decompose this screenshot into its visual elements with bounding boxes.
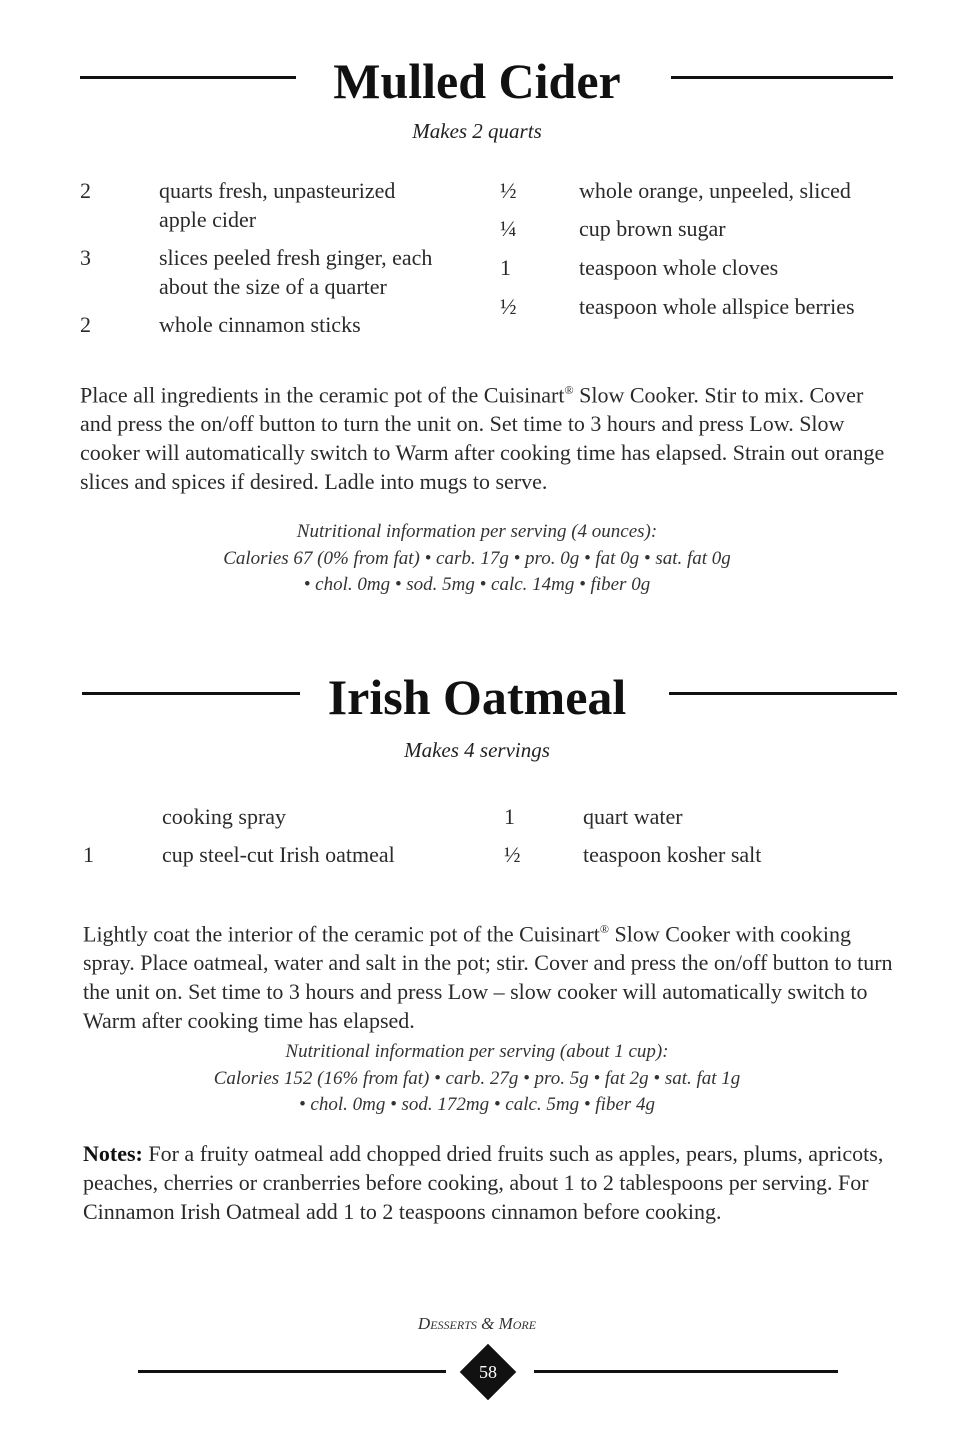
nutrition-line: Calories 152 (16% from fat) • carb. 27g • pro. 5g • fat 2g • sat. fat 1g [213, 1067, 741, 1089]
ingredient-item [500, 214, 900, 243]
ingredient-qty: 2 [80, 178, 91, 203]
ingredient-text-line: apple cider [159, 207, 257, 232]
ingredient-text: whole orange, unpeeled, sliced [579, 178, 851, 203]
ingredient-qty: ½ [500, 178, 517, 203]
nutrition-line: Nutritional information per serving (4 ounces): [296, 521, 658, 542]
registered-mark: ® [564, 383, 574, 397]
nutrition-info [0, 1039, 954, 1119]
ingredient-item [80, 310, 480, 339]
ingredient-qty: ½ [500, 294, 517, 319]
nutrition-line: Calories 67 (0% from fat) • carb. 17g • pro. 0g • fat 0g • sat. fat 0g [223, 547, 731, 569]
recipe-directions [80, 376, 892, 496]
ingredient-qty: 1 [83, 842, 94, 867]
registered-mark: ® [599, 922, 609, 936]
ingredient-text-line: about the size of a quarter [159, 274, 387, 299]
ingredient-qty: 3 [80, 245, 91, 270]
footer-rule-right [534, 1370, 838, 1373]
ingredient-text: cooking spray [162, 804, 287, 829]
recipe-title: Mulled Cider [333, 53, 621, 109]
ingredient-qty: 2 [80, 312, 91, 337]
ingredient-qty: ¼ [500, 216, 517, 241]
directions-part: Lightly coat the interior of the ceramic pot of the Cuisinart [83, 921, 600, 947]
section-label: Desserts & More [417, 1314, 537, 1333]
ingredient-text: cup brown sugar [579, 216, 726, 241]
recipe-directions [83, 915, 895, 1035]
ingredient-qty: ½ [504, 842, 521, 867]
ingredient-item [83, 840, 483, 869]
recipe-yield: Makes 4 servings [404, 738, 550, 762]
ingredient-item [500, 253, 900, 282]
ingredient-text: quart water [583, 804, 683, 829]
page-number: 58 [479, 1362, 497, 1382]
ingredient-text: teaspoon whole allspice berries [579, 294, 855, 319]
ingredient-text-line: slices peeled fresh ginger, each [159, 245, 433, 270]
ingredient-item [83, 802, 483, 831]
notes-text: For a fruity oatmeal add chopped dried fruits such as apples, pears, plums, apricots, peaches, cherries or cranberries before cooking, about 1 to 2 tablespoons per serving. For Cinnamon Irish Oatmeal add 1 to 2 teaspoons cinnamon before cooking. [83, 1141, 884, 1224]
footer-rule-left [138, 1370, 446, 1373]
ingredient-item [500, 176, 900, 205]
ingredient-text [159, 243, 432, 301]
directions-part: Place all ingredients in the ceramic pot of the Cuisinart [80, 382, 565, 408]
ingredient-item [500, 292, 910, 321]
nutrition-line: Nutritional information per serving (about 1 cup): [285, 1041, 669, 1062]
recipe-yield: Makes 2 quarts [412, 119, 542, 143]
notes-label: Notes: [83, 1141, 143, 1166]
ingredient-item [80, 243, 480, 301]
nutrition-line: • chol. 0mg • sod. 172mg • calc. 5mg • fiber 4g [299, 1094, 655, 1115]
ingredient-text: cup steel-cut Irish oatmeal [162, 842, 395, 867]
ingredient-text: teaspoon kosher salt [583, 842, 762, 867]
nutrition-line: • chol. 0mg • sod. 5mg • calc. 14mg • fiber 0g [303, 574, 651, 595]
recipe-notes [83, 1139, 895, 1226]
ingredient-text: whole cinnamon sticks [159, 312, 361, 337]
ingredient-item [80, 176, 480, 234]
ingredient-qty: 1 [504, 804, 515, 829]
nutrition-info [0, 519, 954, 599]
ingredient-item [504, 802, 884, 831]
ingredient-qty: 1 [500, 255, 511, 280]
directions-part: Slow Cooker. Stir to mix. Cover and press the on/off button to turn the unit on. Set time to 3 hours and press Low. Slow cooker will automatically switch to Warm after cooking time has elapsed. Strain out orange slices and spices if desired. Ladle into mugs to serve. [80, 382, 885, 495]
recipe-title: Irish Oatmeal [327, 669, 627, 725]
ingredient-text [159, 176, 395, 234]
ingredient-text-line: quarts fresh, unpasteurized [159, 178, 396, 203]
ingredient-item [504, 840, 884, 869]
directions-part: Slow Cooker with cooking spray. Place oatmeal, water and salt in the pot; stir. Cover and press the on/off button to turn the unit on. Set time to 3 hours and press Low – slow cooker will automatically switch to Warm after cooking time has elapsed. [83, 921, 893, 1034]
ingredient-text: teaspoon whole cloves [579, 255, 779, 280]
